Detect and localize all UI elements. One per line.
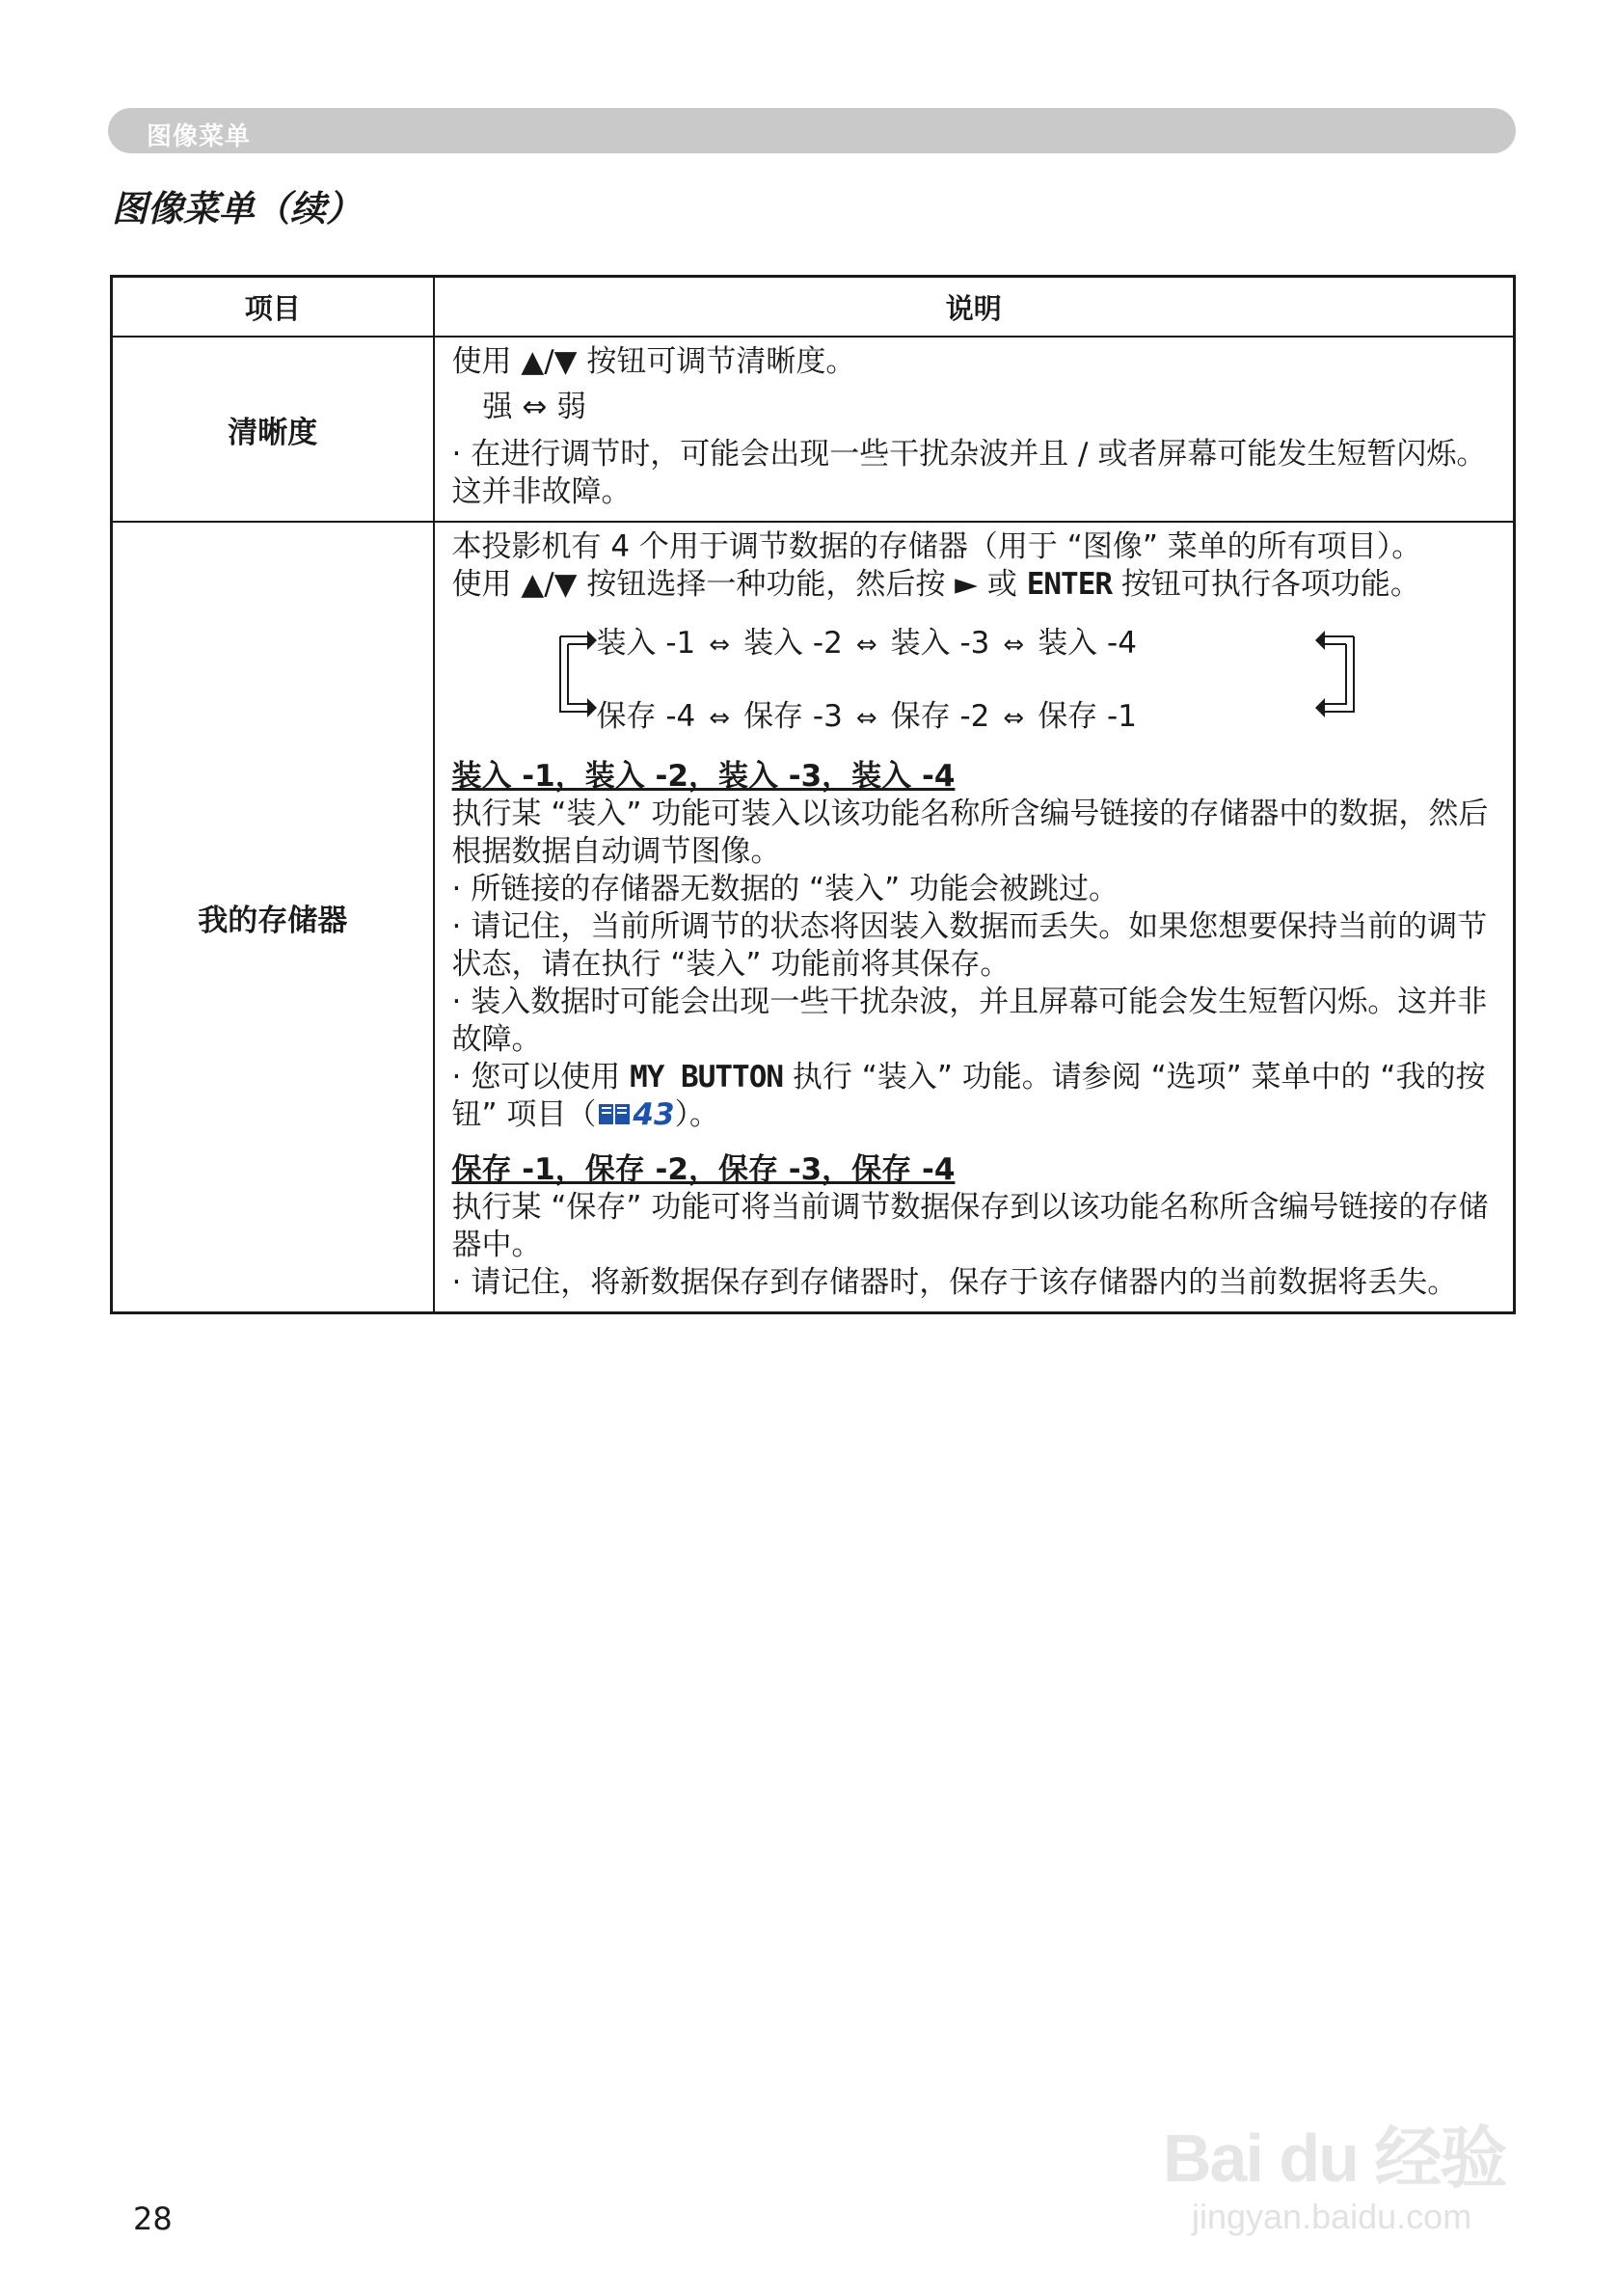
enter-key-label: ENTER <box>1026 567 1113 602</box>
table-row-my-memory <box>112 522 1515 1313</box>
cycle-load-3: 装入 -3 <box>890 626 990 661</box>
mybutton-text: · 您可以使用 <box>451 1060 631 1094</box>
cycle-load-2: 装入 -2 <box>743 626 843 661</box>
description-sharpness <box>434 337 1515 522</box>
watermark-url: jingyan.baidu.com <box>1192 2197 1472 2236</box>
load-note-flicker: · 装入数据时可能会出现一些干扰杂波，并且屏幕可能会发生短暂闪烁。这并非故障。 <box>451 985 1488 1057</box>
cycle-save-3: 保存 -3 <box>743 699 843 734</box>
memory-usage <box>452 566 1497 604</box>
memory-intro: 本投影机有 4 个用于调节数据的存储器（用于 “图像” 菜单的所有项目）。 <box>451 529 1422 564</box>
double-arrow-icon: ⇔ <box>855 631 877 660</box>
description-my-memory <box>434 522 1515 1313</box>
section-header-bar <box>108 108 1516 153</box>
save-heading: 保存 -1，保存 -2，保存 -3，保存 -4 <box>451 1152 956 1187</box>
load-heading: 装入 -1，装入 -2，装入 -3，装入 -4 <box>451 759 956 794</box>
load-note-mybutton <box>452 1059 1497 1134</box>
double-arrow-icon: ⇔ <box>709 704 731 733</box>
menu-table <box>110 275 1516 1314</box>
memory-usage-text: 使用 ▲/▼ 按钮选择一种功能，然后按 ► 或 <box>451 567 1027 602</box>
load-desc: 执行某 “装入” 功能可装入以该功能名称所含编号链接的存储器中的数据，然后根据数据自动调节图像。 <box>451 797 1489 869</box>
cycle-save-2: 保存 -2 <box>890 699 990 734</box>
cycle-load-1: 装入 -1 <box>596 626 696 661</box>
double-arrow-icon: ⇔ <box>1003 704 1025 733</box>
sharpness-usage: 使用 ▲/▼ 按钮可调节清晰度。 <box>451 344 856 379</box>
double-arrow-icon: ⇔ <box>709 631 731 660</box>
sharpness-note: · 在进行调节时，可能会出现一些干扰杂波并且 / 或者屏幕可能发生短暂闪烁。这并非故障。 <box>451 437 1487 509</box>
mybutton-text-mid: 执行 “装入” 功能。请参阅 “选项” 菜单中的 “我的按钮” 项目（ <box>451 1060 1486 1132</box>
cycle-load-row <box>597 625 1137 664</box>
double-arrow-icon: ⇔ <box>855 704 877 733</box>
cycle-save-1: 保存 -1 <box>1038 699 1137 734</box>
page-number: 28 <box>133 2201 173 2237</box>
page-title: 图像菜单（续） <box>112 188 362 230</box>
item-name-sharpness: 清晰度 <box>112 337 434 522</box>
mybutton-text-end: ）。 <box>674 1097 720 1132</box>
save-note-lost: · 请记住，将新数据保存到存储器时，保存于该存储器内的当前数据将丢失。 <box>451 1265 1458 1300</box>
memory-usage-text-end: 按钮可执行各项功能。 <box>1112 567 1420 602</box>
column-header-item: 项目 <box>112 277 434 338</box>
cycle-save-4: 保存 -4 <box>596 699 696 734</box>
memory-cycle-diagram <box>452 615 1497 739</box>
double-arrow-icon: ⇔ <box>1003 631 1025 660</box>
watermark <box>1153 2081 1539 2245</box>
section-label: 图像菜单 <box>147 122 252 151</box>
book-icon <box>598 1102 631 1127</box>
load-note-skip: · 所链接的存储器无数据的 “装入” 功能会被跳过。 <box>451 872 1119 906</box>
my-button-key-label: MY BUTTON <box>630 1060 784 1094</box>
page-reference-link[interactable]: 43 <box>633 1097 675 1132</box>
column-header-description: 说明 <box>434 277 1515 338</box>
cycle-save-row <box>597 698 1137 738</box>
cycle-load-4: 装入 -4 <box>1038 626 1137 661</box>
save-desc: 执行某 “保存” 功能可将当前调节数据保存到以该功能名称所含编号链接的存储器中。 <box>451 1190 1489 1262</box>
load-note-lost: · 请记住，当前所调节的状态将因装入数据而丢失。如果您想要保持当前的调节状态，请在执行 “装入” 功能前将其保存。 <box>451 909 1488 982</box>
table-row-sharpness <box>112 337 1515 522</box>
sharpness-range: 强 ⇔ 弱 <box>482 390 587 424</box>
item-name-my-memory: 我的存储器 <box>112 522 434 1313</box>
table-header-row <box>112 277 1515 338</box>
watermark-brand: Bai du 经验 <box>1163 2120 1506 2196</box>
